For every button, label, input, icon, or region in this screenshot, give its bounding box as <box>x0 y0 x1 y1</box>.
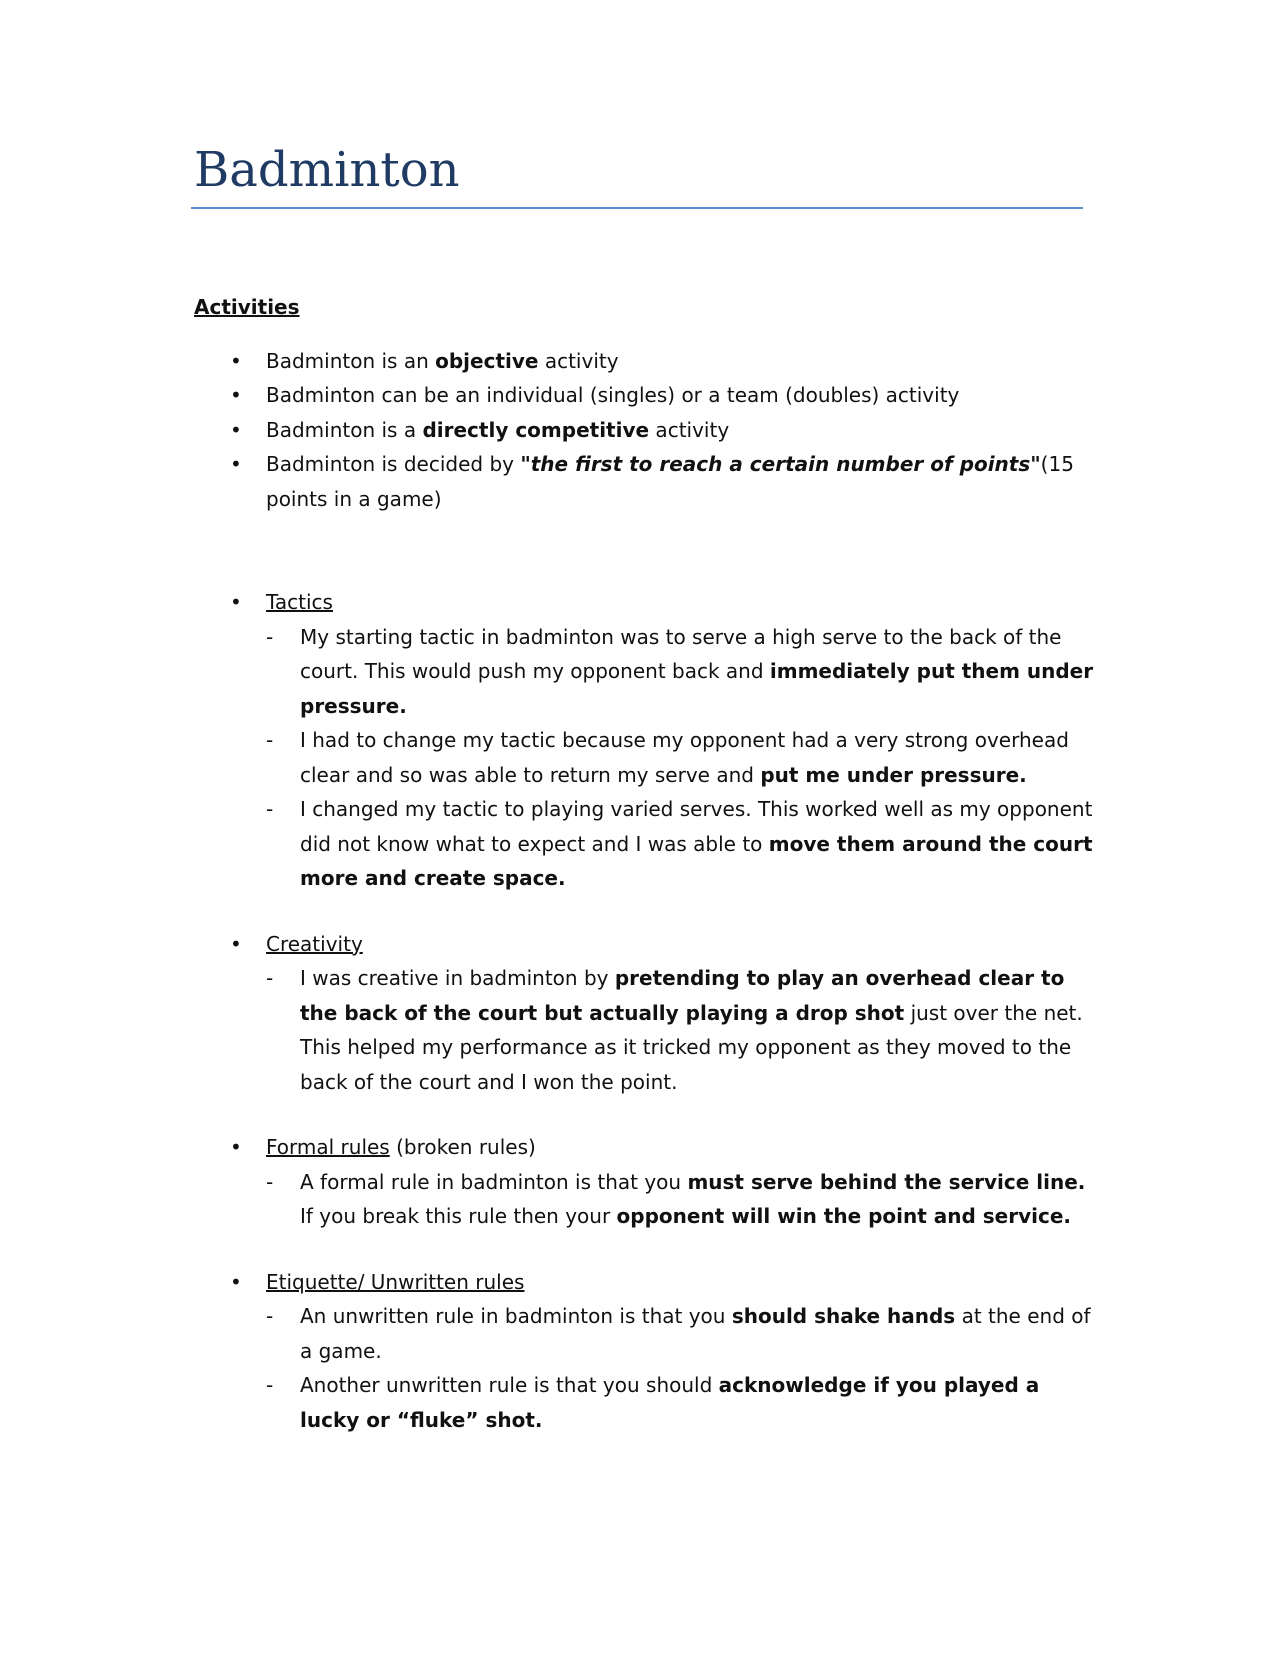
text-run: Badminton is a <box>266 417 423 442</box>
text-run: Badminton can be an individual (singles) or a team (doubles) activity <box>266 383 960 407</box>
text-run: Badminton is an <box>266 348 436 373</box>
section-item <box>194 1130 1094 1234</box>
section-title-suffix: (broken rules) <box>389 1135 536 1159</box>
activities-list <box>194 344 1094 517</box>
activities-heading: Activities <box>194 295 300 319</box>
activity-bullet-item <box>194 344 1094 379</box>
dash-icon: - <box>266 1304 274 1328</box>
text-run: I was creative in badminton by <box>300 966 615 990</box>
dash-point-item <box>266 620 1094 724</box>
text-run: A formal rule in badminton is that you <box>300 1169 688 1194</box>
bullet-icon: • <box>230 417 242 442</box>
text-run: just over the net. This helped my performance as it tricked my opponent as they moved to the back of the court and I won the point. <box>300 1000 1083 1094</box>
spacer <box>194 516 1094 585</box>
emphasized-text-run: opponent will win the point and service. <box>616 1204 1072 1228</box>
emphasized-text-run: should shake hands <box>731 1304 956 1328</box>
dash-icon: - <box>266 624 274 649</box>
section-title: Etiquette/ Unwritten rules <box>266 1269 525 1294</box>
document-body <box>194 290 1094 1437</box>
bullet-icon: • <box>230 452 242 476</box>
activity-bullet-item <box>194 447 1094 516</box>
text-run: I had to change my tactic because my opponent had a very strong overhead clear and so was able to return my serve and <box>300 728 1069 787</box>
bullet-icon: • <box>230 1269 242 1294</box>
text-run: at the end of a game. <box>300 1304 1091 1363</box>
dash-icon: - <box>266 966 274 990</box>
dash-point-item <box>266 961 1094 1099</box>
text-run: (15 points in a game) <box>266 452 1074 511</box>
text-run: Badminton is decided by <box>266 452 521 476</box>
emphasized-text-run: immediately put them under pressure. <box>300 659 1094 718</box>
emphasized-text-run: move them around the court more and create space. <box>300 831 1093 890</box>
emphasized-text-run: put me under pressure. <box>760 762 1027 787</box>
dash-icon: - <box>266 1169 274 1194</box>
text-run: activity <box>538 348 619 373</box>
dash-point-item <box>266 792 1094 896</box>
bullet-icon: • <box>230 348 242 373</box>
bullet-icon: • <box>230 1135 242 1159</box>
section-points <box>266 961 1094 1099</box>
activity-bullet-item <box>194 413 1094 448</box>
section-points <box>266 620 1094 896</box>
text-run: activity <box>649 417 730 442</box>
text-run: If you break this rule then your <box>300 1204 617 1228</box>
section-title: Formal rules <box>266 1135 390 1159</box>
emphasized-text-run: must serve behind the service line. <box>687 1169 1086 1194</box>
dash-icon: - <box>266 797 274 821</box>
section-item <box>194 1265 1094 1438</box>
spacer <box>194 1099 1094 1130</box>
sections-list <box>194 585 1094 1437</box>
emphasized-text-run: directly competitive <box>422 417 650 442</box>
bullet-icon: • <box>230 383 242 407</box>
section-item <box>194 927 1094 1100</box>
text-run: I changed my tactic to playing varied serves. This worked well as my opponent did not know what to expect and I was able to <box>300 797 1093 856</box>
section-title: Tactics <box>266 590 333 614</box>
bullet-icon: • <box>230 931 242 956</box>
title-underline <box>191 207 1083 209</box>
section-item <box>194 585 1094 896</box>
emphasized-text-run: acknowledge if you played a lucky or “fluke” shot. <box>300 1373 1040 1432</box>
section-points <box>266 1299 1094 1437</box>
text-run: An unwritten rule in badminton is that you <box>300 1304 732 1328</box>
section-points <box>266 1165 1094 1234</box>
emphasized-text-run: pretending to play an overhead clear to the back of the court but actually playing a drop shot <box>300 966 1065 1025</box>
dash-point-item <box>266 1368 1094 1437</box>
spacer <box>194 1234 1094 1265</box>
activity-bullet-item <box>194 378 1094 413</box>
dash-icon: - <box>266 1373 274 1397</box>
text-run: Another unwritten rule is that you should <box>300 1373 719 1397</box>
bullet-icon: • <box>230 590 242 614</box>
emphasized-text-run: objective <box>435 348 539 373</box>
emphasized-text-run: "the first to reach a certain number of points" <box>520 452 1041 476</box>
dash-point-item <box>266 1299 1094 1368</box>
dash-point-item <box>266 1165 1094 1234</box>
dash-point-item <box>266 723 1094 792</box>
document-title: Badminton <box>194 142 460 198</box>
section-title: Creativity <box>266 931 363 956</box>
text-run: My starting tactic in badminton was to serve a high serve to the back of the court. This would push my opponent back and <box>300 624 1062 683</box>
spacer <box>194 896 1094 927</box>
dash-icon: - <box>266 728 274 752</box>
